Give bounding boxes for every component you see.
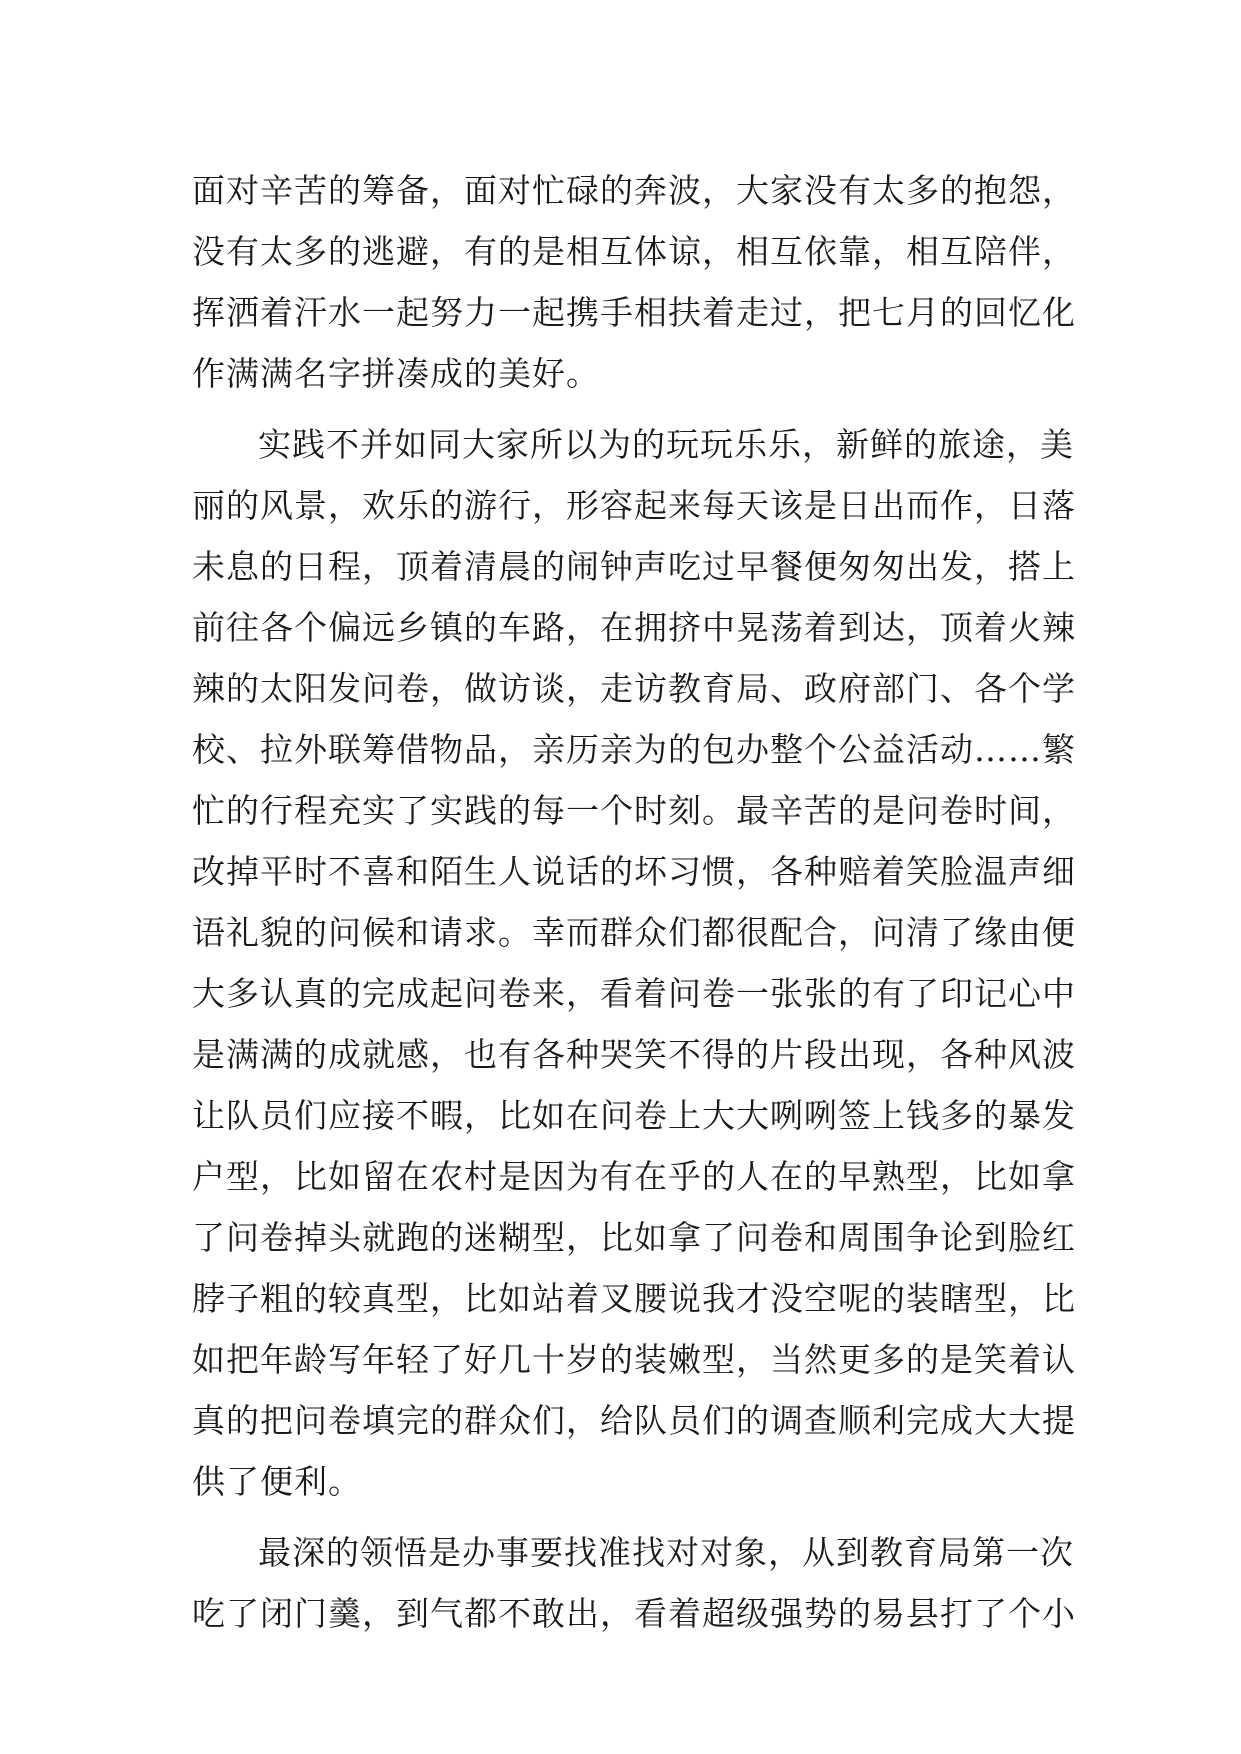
paragraph-gap: [192, 404, 1052, 414]
text-line: 丽的风景，欢乐的游行，形容起来每天该是日出而作，日落: [192, 486, 1076, 525]
paragraph: [192, 414, 1076, 1512]
text-line: 作满满名字拼凑成的美好。: [192, 354, 600, 393]
text-line: 语礼貌的问候和请求。幸而群众们都很配合，问清了缘由便: [192, 913, 1076, 952]
text-line: 真的把问卷填完的群众们，给队员们的调查顺利完成大大提: [192, 1401, 1076, 1440]
text-line: 是满满的成就感，也有各种哭笑不得的片段出现，各种风波: [192, 1035, 1076, 1074]
text-line: 了问卷掉头就跑的迷糊型，比如拿了问卷和周围争论到脸红: [192, 1218, 1076, 1257]
text-line: 前往各个偏远乡镇的车路，在拥挤中晃荡着到达，顶着火辣: [192, 608, 1076, 647]
text-line: 供了便利。: [192, 1462, 362, 1501]
text-line: 未息的日程，顶着清晨的闹钟声吃过早餐便匆匆出发，搭上: [192, 547, 1076, 586]
text-line: 吃了闭门羹，到气都不敢出，看着超级强势的易县打了个小: [192, 1594, 1076, 1633]
text-line: 让队员们应接不暇，比如在问卷上大大咧咧签上钱多的暴发: [192, 1096, 1076, 1135]
text-line: 忙的行程充实了实践的每一个时刻。最辛苦的是问卷时间，: [192, 791, 1076, 830]
text-line: 户型，比如留在农村是因为有在乎的人在的早熟型，比如拿: [192, 1157, 1076, 1196]
text-line: 辣的太阳发问卷，做访谈，走访教育局、政府部门、各个学: [192, 669, 1076, 708]
text-line: 脖子粗的较真型，比如站着叉腰说我才没空呢的装瞎型，比: [192, 1279, 1076, 1318]
paragraph: [192, 1522, 1076, 1644]
text-line: 校、拉外联筹借物品，亲历亲为的包办整个公益活动……繁: [192, 730, 1076, 769]
text-line: 没有太多的逃避，有的是相互体谅，相互依靠，相互陪伴，: [192, 232, 1076, 271]
text-line: 大多认真的完成起问卷来，看着问卷一张张的有了印记心中: [192, 974, 1076, 1013]
text-line: 如把年龄写年轻了好几十岁的装嫩型，当然更多的是笑着认: [192, 1340, 1076, 1379]
text-line: 挥洒着汗水一起努力一起携手相扶着走过，把七月的回忆化: [192, 293, 1076, 332]
text-line: 改掉平时不喜和陌生人说话的坏习惯，各种赔着笑脸温声细: [192, 852, 1076, 891]
paragraph-gap: [192, 1512, 1052, 1522]
text-line: 最深的领悟是办事要找准找对对象，从到教育局第一次: [258, 1533, 1074, 1572]
text-line: 实践不并如同大家所以为的玩玩乐乐，新鲜的旅途，美: [258, 425, 1074, 464]
document-body: [192, 160, 1076, 1644]
paragraph: [192, 160, 1076, 404]
text-line: 面对辛苦的筹备，面对忙碌的奔波，大家没有太多的抱怨，: [192, 171, 1076, 210]
